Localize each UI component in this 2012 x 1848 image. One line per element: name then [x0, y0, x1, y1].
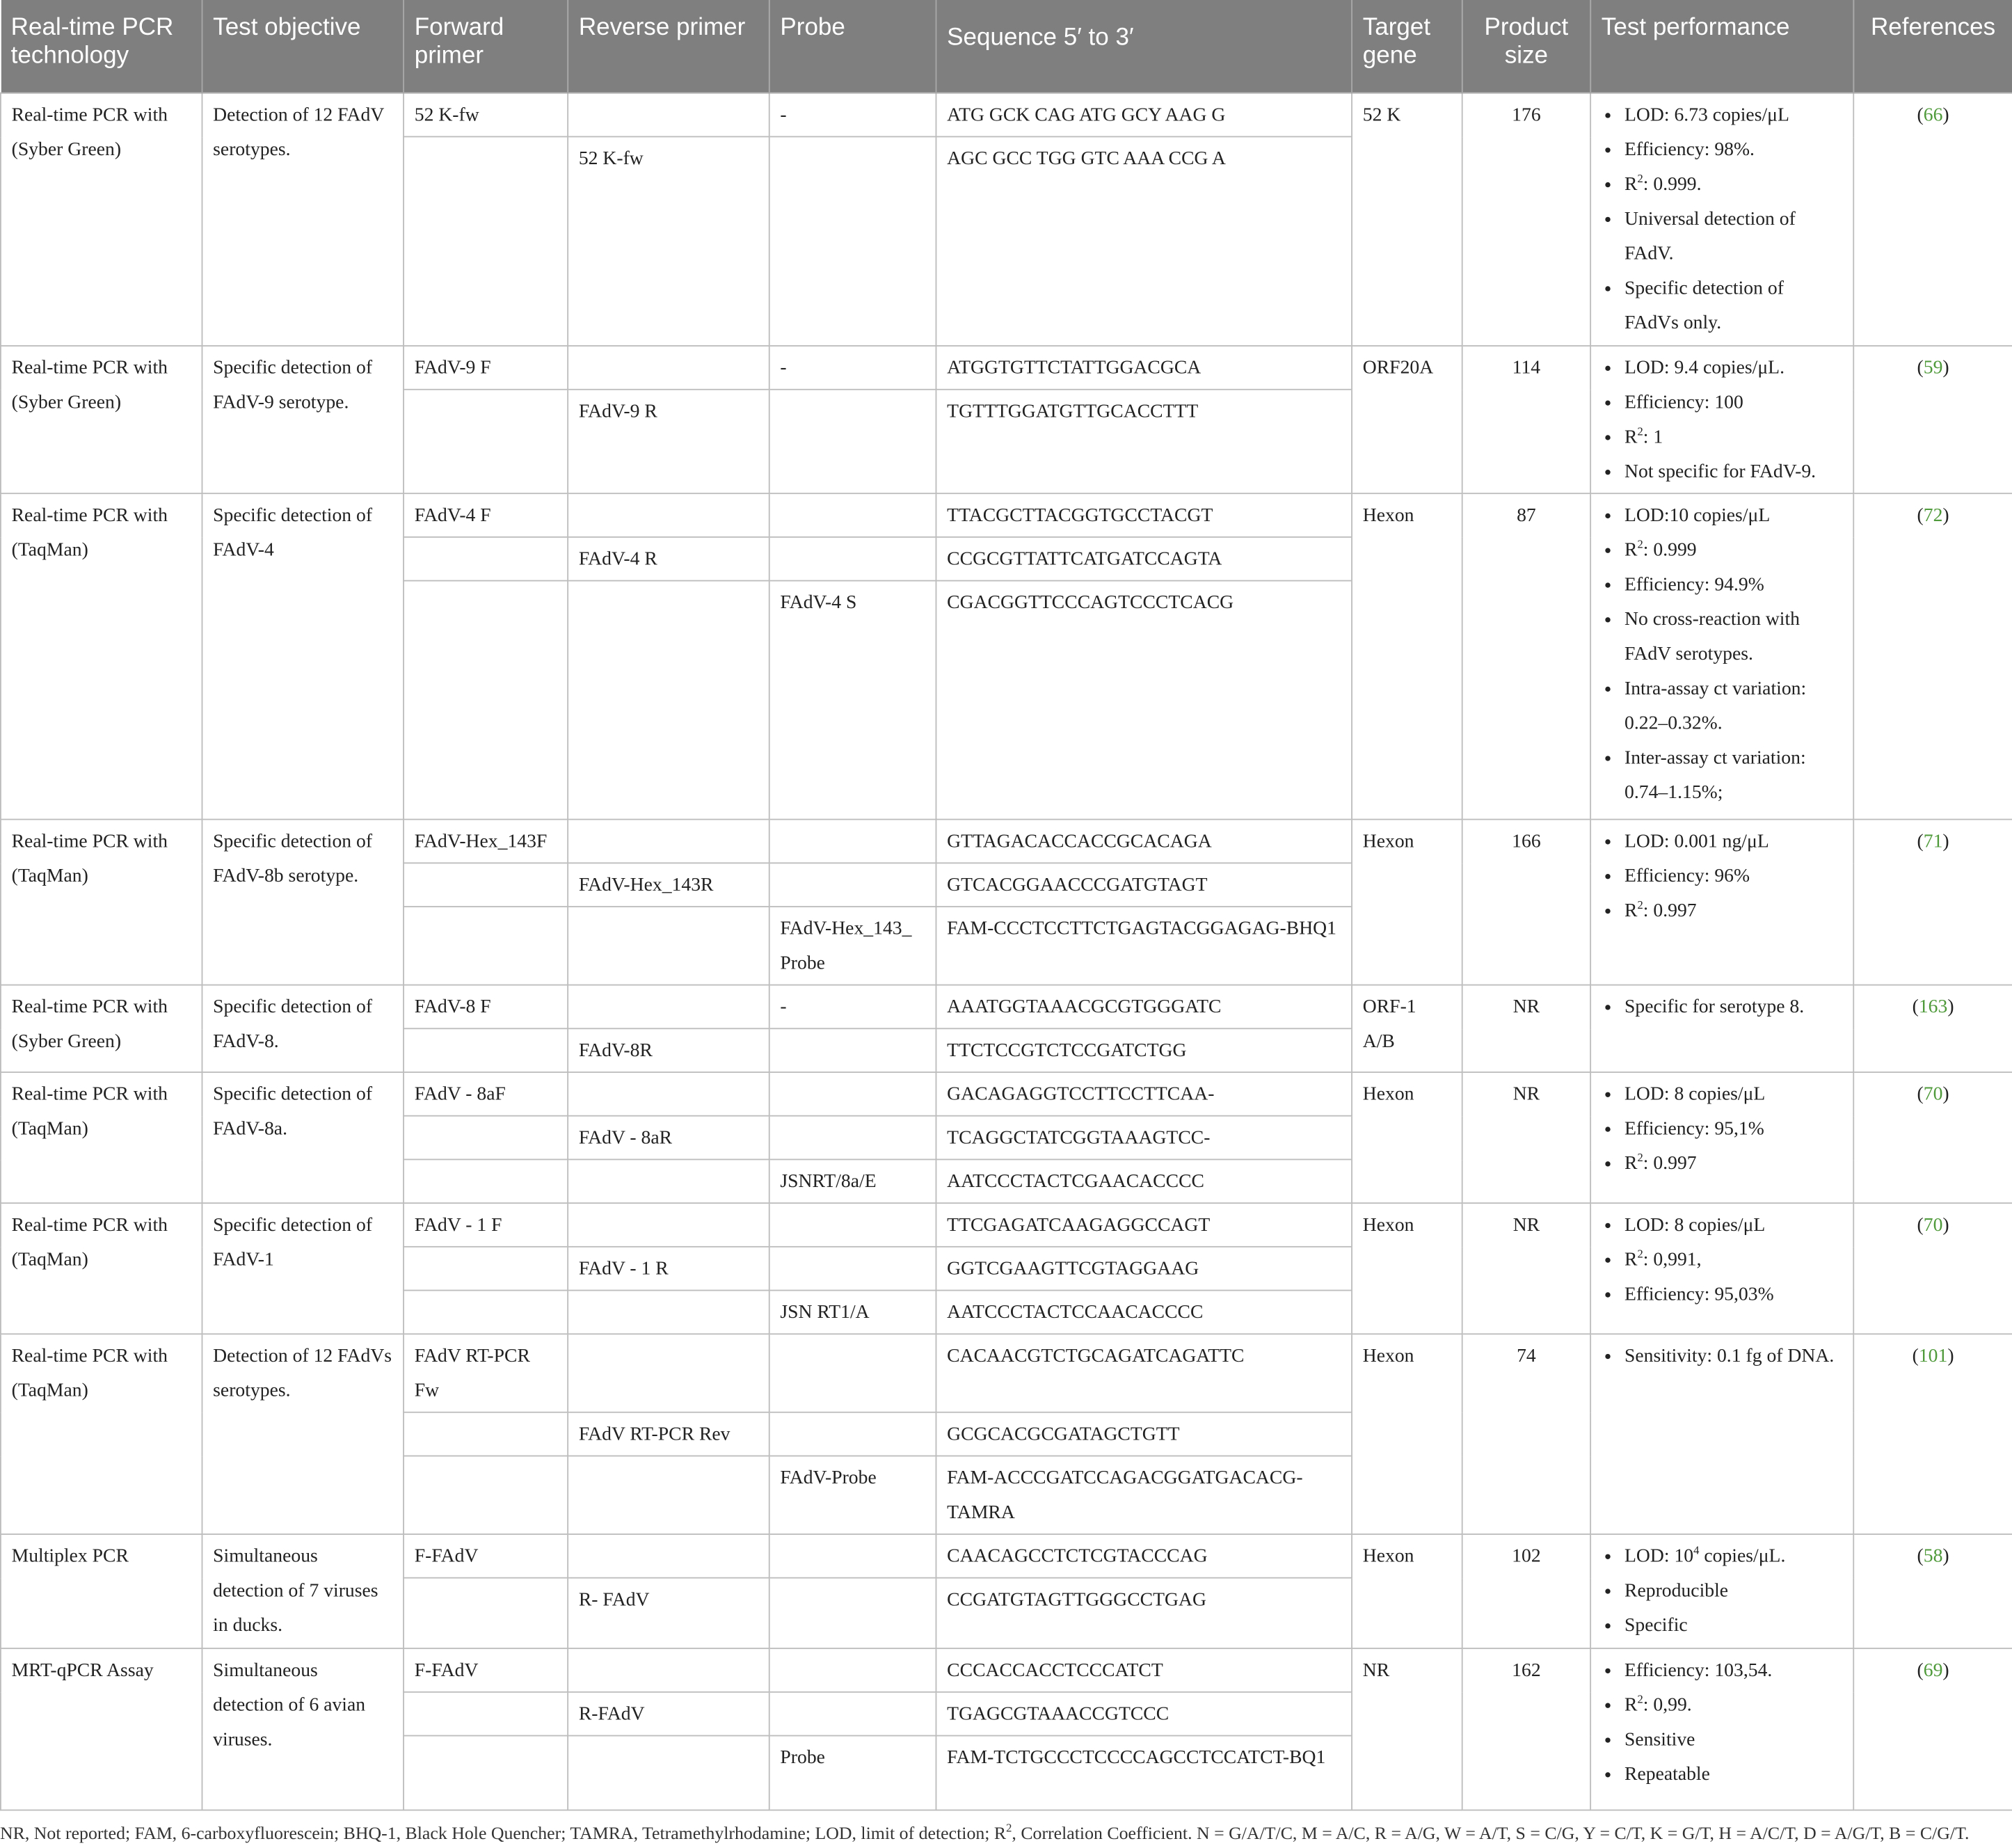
product-size-cell: 166 — [1462, 820, 1590, 985]
reference-cell — [1853, 1648, 2012, 1810]
performance-item: • Not specific for FAdV-9. — [1624, 456, 1843, 491]
reference-link[interactable]: 70 — [1923, 1215, 1943, 1236]
sequence-cell: FAM-CCCTCCTTCTGAGTACGGAGAG-BHQ1 — [936, 907, 1352, 985]
forward-primer-cell — [404, 1412, 568, 1456]
paren-close: ) — [1942, 358, 1949, 379]
performance-item: • Intra-assay ct variation: 0.22–0.32%. — [1624, 672, 1843, 742]
probe-cell — [769, 1072, 936, 1116]
product-size-cell: 114 — [1462, 346, 1590, 493]
performance-item: • Efficiency: 96% — [1624, 860, 1843, 895]
paren-close: ) — [1942, 1215, 1949, 1236]
sequence-cell: TCAGGCTATCGGTAAAGTCC- — [936, 1116, 1352, 1160]
technology-cell: Real-time PCR with (Syber Green) — [1, 985, 202, 1072]
performance-item: • $R^2$: 0.999 — [1624, 534, 1843, 568]
probe-cell — [769, 820, 936, 863]
test-performance-cell — [1590, 1203, 1853, 1334]
performance-item: • $R^2$: 0.997 — [1624, 1147, 1843, 1182]
test-performance-cell — [1590, 820, 1853, 985]
product-size-cell: NR — [1462, 1072, 1590, 1203]
forward-primer-cell: F-FAdV — [404, 1534, 568, 1578]
col-header-reverse-primer: Reverse primer — [568, 0, 769, 93]
reverse-primer-cell — [568, 493, 769, 537]
paren-open: ( — [1912, 997, 1919, 1018]
reverse-primer-cell — [568, 907, 769, 985]
probe-cell — [769, 1412, 936, 1456]
sequence-cell: CGACGGTTCCCAGTCCCTCACG — [936, 581, 1352, 820]
forward-primer-cell — [404, 1578, 568, 1648]
sequence-cell: TTCTCCGTCTCCGATCTGG — [936, 1028, 1352, 1072]
reference-link[interactable]: 101 — [1918, 1346, 1948, 1367]
sequence-cell: CCCACCACCTCCCATCT — [936, 1648, 1352, 1692]
reference-link[interactable]: 70 — [1923, 1084, 1943, 1106]
table-row — [1, 1203, 2012, 1247]
reverse-primer-cell: FAdV-Hex_143R — [568, 863, 769, 907]
probe-cell — [769, 136, 936, 346]
paren-open: ( — [1917, 1546, 1924, 1568]
sequence-cell: AGC GCC TGG GTC AAA CCG A — [936, 136, 1352, 346]
probe-cell — [769, 537, 936, 581]
forward-primer-cell — [404, 1159, 568, 1203]
col-header-forward-primer: Forward primer — [404, 0, 568, 93]
sequence-cell: AATCCCTACTCCAACACCCC — [936, 1291, 1352, 1335]
reverse-primer-cell — [568, 581, 769, 820]
col-header-sequence: Sequence 5′ to 3′ — [936, 0, 1352, 93]
table-row — [1, 820, 2012, 863]
product-size-cell: 74 — [1462, 1334, 1590, 1534]
table-row — [1, 493, 2012, 537]
forward-primer-cell — [404, 863, 568, 907]
product-size-cell: NR — [1462, 1203, 1590, 1334]
reference-cell — [1853, 985, 2012, 1072]
reverse-primer-cell — [568, 820, 769, 863]
reverse-primer-cell: FAdV-9 R — [568, 390, 769, 493]
reverse-primer-cell — [568, 93, 769, 137]
reverse-primer-cell: FAdV RT-PCR Rev — [568, 1412, 769, 1456]
reference-link[interactable]: 72 — [1923, 505, 1943, 527]
performance-list — [1602, 1340, 1843, 1375]
col-header-target-gene: Target gene — [1352, 0, 1462, 93]
paren-close: ) — [1942, 1084, 1949, 1106]
sequence-cell: FAM-TCTGCCCTCCCCAGCCTCCATCT-BQ1 — [936, 1736, 1352, 1810]
probe-cell — [769, 390, 936, 493]
performance-item: • LOD: 9.4 copies/μL. — [1624, 351, 1843, 386]
sequence-cell: TTCGAGATCAAGAGGCCAGT — [936, 1203, 1352, 1247]
paren-open: ( — [1917, 1660, 1924, 1682]
col-header-technology: Real-time PCR technology — [1, 0, 202, 93]
sequence-cell: TTACGCTTACGGTGCCTACGT — [936, 493, 1352, 537]
performance-list — [1602, 1654, 1843, 1792]
performance-item: • Efficiency: 103,54. — [1624, 1654, 1843, 1689]
sequence-cell: FAM-ACCCGATCCAGACGGATGACACG-TAMRA — [936, 1456, 1352, 1534]
paren-open: ( — [1917, 505, 1924, 527]
reverse-primer-cell — [568, 1534, 769, 1578]
reference-link[interactable]: 66 — [1923, 105, 1943, 126]
performance-item: • Specific for serotype 8. — [1624, 991, 1843, 1026]
test-performance-cell — [1590, 93, 1853, 346]
performance-item: • LOD:10 copies/μL — [1624, 499, 1843, 534]
reference-link[interactable]: 163 — [1918, 997, 1948, 1018]
probe-cell — [769, 1334, 936, 1412]
performance-list — [1602, 499, 1843, 811]
sequence-cell: CACAACGTCTGCAGATCAGATTC — [936, 1334, 1352, 1412]
performance-item: • LOD: $10^4$ copies/μL. — [1624, 1540, 1843, 1575]
probe-cell — [769, 1203, 936, 1247]
technology-cell: Real-time PCR with (Syber Green) — [1, 346, 202, 493]
performance-item: • Efficiency: 95,1% — [1624, 1113, 1843, 1147]
forward-primer-cell: 52 K-fw — [404, 93, 568, 137]
paren-close: ) — [1942, 831, 1949, 852]
forward-primer-cell — [404, 1028, 568, 1072]
col-header-probe: Probe — [769, 0, 936, 93]
forward-primer-cell: FAdV-8 F — [404, 985, 568, 1029]
reverse-primer-cell: FAdV-4 R — [568, 537, 769, 581]
table-row — [1, 1072, 2012, 1116]
reverse-primer-cell: R- FAdV — [568, 1578, 769, 1648]
reference-cell — [1853, 1534, 2012, 1648]
paren-close: ) — [1947, 997, 1954, 1018]
test-performance-cell — [1590, 493, 1853, 819]
paren-open: ( — [1917, 358, 1924, 379]
performance-item: • LOD: 8 copies/μL — [1624, 1209, 1843, 1243]
reverse-primer-cell — [568, 346, 769, 390]
table-row — [1, 1648, 2012, 1692]
reverse-primer-cell: FAdV - 8aR — [568, 1116, 769, 1160]
reverse-primer-cell: R-FAdV — [568, 1692, 769, 1736]
performance-item: • Sensitivity: 0.1 fg of DNA. — [1624, 1340, 1843, 1375]
performance-item: • Efficiency: 95,03% — [1624, 1278, 1843, 1313]
sequence-cell: GCGCACGCGATAGCTGTT — [936, 1412, 1352, 1456]
probe-cell: JSNRT/8a/E — [769, 1159, 936, 1203]
forward-primer-cell — [404, 136, 568, 346]
table-row — [1, 93, 2012, 137]
objective-cell: Specific detection of FAdV-9 serotype. — [202, 346, 404, 493]
probe-cell — [769, 1116, 936, 1160]
forward-primer-cell — [404, 1116, 568, 1160]
technology-cell: Real-time PCR with (TaqMan) — [1, 493, 202, 819]
probe-cell — [769, 1247, 936, 1291]
technology-cell: Real-time PCR with (TaqMan) — [1, 1072, 202, 1203]
paren-open: ( — [1917, 1215, 1924, 1236]
reverse-primer-cell — [568, 1648, 769, 1692]
performance-list — [1602, 351, 1843, 490]
performance-item: • Specific detection of FAdVs only. — [1624, 272, 1843, 342]
objective-cell: Specific detection of FAdV-8b serotype. — [202, 820, 404, 985]
target-gene-cell: Hexon — [1352, 1203, 1462, 1334]
target-gene-cell: 52 K — [1352, 93, 1462, 346]
product-size-cell: 176 — [1462, 93, 1590, 346]
probe-cell: FAdV-4 S — [769, 581, 936, 820]
reverse-primer-cell — [568, 1159, 769, 1203]
target-gene-cell: Hexon — [1352, 1534, 1462, 1648]
performance-item: • No cross-reaction with FAdV serotypes. — [1624, 603, 1843, 673]
reverse-primer-cell: FAdV-8R — [568, 1028, 769, 1072]
probe-cell — [769, 863, 936, 907]
product-size-cell: NR — [1462, 985, 1590, 1072]
footnote: NR, Not reported; FAM, 6-carboxyfluorescein; BHQ-1, Black Hole Quencher; TAMRA, Tetramethylrhodamine; LOD, limit of detection; $R^2$, Correlation Coefficient. N = G/A/T/C, M = A/C, R = A/G, W = A/T, S = C/G, Y = C/T, K = G/T, H = A/C/T, D = A/G/T, B = C/G/T. — [0, 1821, 1970, 1845]
objective-cell: Specific detection of FAdV-8. — [202, 985, 404, 1072]
reference-cell — [1853, 493, 2012, 819]
technology-cell: Real-time PCR with (TaqMan) — [1, 1334, 202, 1534]
sequence-cell: TGTTTGGATGTTGCACCTTT — [936, 390, 1352, 493]
reverse-primer-cell: FAdV - 1 R — [568, 1247, 769, 1291]
forward-primer-cell: FAdV - 8aF — [404, 1072, 568, 1116]
reference-cell — [1853, 1334, 2012, 1534]
paren-close: ) — [1942, 1660, 1949, 1682]
probe-cell — [769, 1648, 936, 1692]
probe-cell — [769, 1028, 936, 1072]
col-header-test-performance: Test performance — [1590, 0, 1853, 93]
paren-open: ( — [1917, 831, 1924, 852]
product-size-cell: 162 — [1462, 1648, 1590, 1810]
forward-primer-cell: FAdV-Hex_143F — [404, 820, 568, 863]
performance-item: • $R^2$: 0.999. — [1624, 168, 1843, 203]
performance-item: • $R^2$: 0,99. — [1624, 1689, 1843, 1723]
product-size-cell: 102 — [1462, 1534, 1590, 1648]
performance-item: • Specific — [1624, 1609, 1843, 1644]
table-row — [1, 346, 2012, 390]
sequence-cell: AAATGGTAAACGCGTGGGATC — [936, 985, 1352, 1029]
reference-link[interactable]: 58 — [1923, 1546, 1943, 1568]
table-row — [1, 985, 2012, 1029]
reverse-primer-cell — [568, 1291, 769, 1335]
performance-item: • $R^2$: 0,991, — [1624, 1243, 1843, 1278]
forward-primer-cell: FAdV-4 F — [404, 493, 568, 537]
header-row — [1, 0, 2012, 93]
table-row — [1, 1334, 2012, 1412]
probe-cell: FAdV-Hex_143_ Probe — [769, 907, 936, 985]
objective-cell: Specific detection of FAdV-8a. — [202, 1072, 404, 1203]
reverse-primer-cell — [568, 1334, 769, 1412]
forward-primer-cell: FAdV - 1 F — [404, 1203, 568, 1247]
probe-cell: JSN RT1/A — [769, 1291, 936, 1335]
performance-item: • Repeatable — [1624, 1758, 1843, 1793]
performance-item: • $R^2$: 0.997 — [1624, 895, 1843, 930]
performance-list — [1602, 991, 1843, 1026]
test-performance-cell — [1590, 1334, 1853, 1534]
sequence-cell: CCGATGTAGTTGGGCCTGAG — [936, 1578, 1352, 1648]
paren-open: ( — [1917, 105, 1924, 126]
objective-cell: Specific detection of FAdV-1 — [202, 1203, 404, 1334]
performance-item: • Efficiency: 94.9% — [1624, 568, 1843, 603]
table-row — [1, 1534, 2012, 1578]
probe-cell — [769, 493, 936, 537]
reference-cell — [1853, 1203, 2012, 1334]
forward-primer-cell — [404, 907, 568, 985]
reference-cell — [1853, 93, 2012, 346]
reverse-primer-cell — [568, 1456, 769, 1534]
paren-open: ( — [1912, 1346, 1919, 1367]
technology-cell: Real-time PCR with (TaqMan) — [1, 820, 202, 985]
col-header-references: References — [1853, 0, 2012, 93]
objective-cell: Detection of 12 FAdV serotypes. — [202, 93, 404, 346]
performance-list — [1602, 1209, 1843, 1312]
forward-primer-cell — [404, 1736, 568, 1810]
test-performance-cell — [1590, 1072, 1853, 1203]
target-gene-cell: Hexon — [1352, 1072, 1462, 1203]
test-performance-cell — [1590, 985, 1853, 1072]
performance-list — [1602, 99, 1843, 342]
sequence-cell: GTTAGACACCACCGCACAGA — [936, 820, 1352, 863]
probe-cell — [769, 1692, 936, 1736]
target-gene-cell: Hexon — [1352, 493, 1462, 819]
paren-open: ( — [1917, 1084, 1924, 1106]
probe-cell: FAdV-Probe — [769, 1456, 936, 1534]
test-performance-cell — [1590, 1534, 1853, 1648]
sequence-cell: CCGCGTTATTCATGATCCAGTA — [936, 537, 1352, 581]
reference-cell — [1853, 1072, 2012, 1203]
reverse-primer-cell — [568, 1072, 769, 1116]
forward-primer-cell — [404, 390, 568, 493]
forward-primer-cell — [404, 1692, 568, 1736]
objective-cell: Simultaneous detection of 7 viruses in ducks. — [202, 1534, 404, 1648]
target-gene-cell: NR — [1352, 1648, 1462, 1810]
target-gene-cell: Hexon — [1352, 1334, 1462, 1534]
forward-primer-cell — [404, 1291, 568, 1335]
performance-list — [1602, 1540, 1843, 1643]
technology-cell: Real-time PCR with (Syber Green) — [1, 93, 202, 346]
reference-link[interactable]: 59 — [1923, 358, 1943, 379]
reference-cell — [1853, 346, 2012, 493]
objective-cell: Detection of 12 FAdVs serotypes. — [202, 1334, 404, 1534]
probe-cell: - — [769, 346, 936, 390]
probe-cell — [769, 1578, 936, 1648]
performance-item: • Sensitive — [1624, 1723, 1843, 1758]
sequence-cell: CAACAGCCTCTCGTACCCAG — [936, 1534, 1352, 1578]
paren-close: ) — [1942, 1546, 1949, 1568]
forward-primer-cell: FAdV-9 F — [404, 346, 568, 390]
performance-item: • Efficiency: 100 — [1624, 386, 1843, 421]
reference-link[interactable]: 69 — [1923, 1660, 1943, 1682]
reference-link[interactable]: 71 — [1923, 831, 1943, 852]
sequence-cell: AATCCCTACTCGAACACCCC — [936, 1159, 1352, 1203]
performance-item: • LOD: 0.001 ng/μL — [1624, 825, 1843, 860]
performance-item: • Universal detection of FAdV. — [1624, 202, 1843, 272]
paren-close: ) — [1942, 505, 1949, 527]
technology-cell: Multiplex PCR — [1, 1534, 202, 1648]
sequence-cell: TGAGCGTAAACCGTCCC — [936, 1692, 1352, 1736]
performance-item: • LOD: 8 copies/μL — [1624, 1078, 1843, 1113]
forward-primer-cell: FAdV RT-PCR Fw — [404, 1334, 568, 1412]
performance-item: • $R^2$: 1 — [1624, 421, 1843, 456]
target-gene-cell: Hexon — [1352, 820, 1462, 985]
performance-item: • Inter-assay ct variation: 0.74–1.15%; — [1624, 742, 1843, 811]
sequence-cell: ATG GCK CAG ATG GCY AAG G — [936, 93, 1352, 137]
forward-primer-cell — [404, 581, 568, 820]
reference-cell — [1853, 820, 2012, 985]
col-header-product-size: Product size — [1462, 0, 1590, 93]
sequence-cell: GGTCGAAGTTCGTAGGAAG — [936, 1247, 1352, 1291]
col-header-objective: Test objective — [202, 0, 404, 93]
sequence-cell: GTCACGGAACCCGATGTAGT — [936, 863, 1352, 907]
test-performance-cell — [1590, 346, 1853, 493]
reverse-primer-cell — [568, 1203, 769, 1247]
probe-cell: - — [769, 985, 936, 1029]
technology-cell: MRT-qPCR Assay — [1, 1648, 202, 1810]
performance-list — [1602, 825, 1843, 929]
forward-primer-cell: F-FAdV — [404, 1648, 568, 1692]
paren-close: ) — [1942, 105, 1949, 126]
table-body — [1, 93, 2012, 1810]
objective-cell: Specific detection of FAdV-4 — [202, 493, 404, 819]
probe-cell: - — [769, 93, 936, 137]
forward-primer-cell — [404, 1247, 568, 1291]
probe-cell: Probe — [769, 1736, 936, 1810]
sequence-cell: ATGGTGTTCTATTGGACGCA — [936, 346, 1352, 390]
product-size-cell: 87 — [1462, 493, 1590, 819]
performance-item: • Efficiency: 98%. — [1624, 134, 1843, 168]
reverse-primer-cell: 52 K-fw — [568, 136, 769, 346]
objective-cell: Simultaneous detection of 6 avian viruses. — [202, 1648, 404, 1810]
reverse-primer-cell — [568, 1736, 769, 1810]
performance-item: • Reproducible — [1624, 1575, 1843, 1609]
technology-cell: Real-time PCR with (TaqMan) — [1, 1203, 202, 1334]
target-gene-cell: ORF-1 A/B — [1352, 985, 1462, 1072]
sequence-cell: GACAGAGGTCCTTCCTTCAA- — [936, 1072, 1352, 1116]
performance-item: • LOD: 6.73 copies/μL — [1624, 99, 1843, 134]
probe-cell — [769, 1534, 936, 1578]
performance-list — [1602, 1078, 1843, 1181]
reverse-primer-cell — [568, 985, 769, 1029]
test-performance-cell — [1590, 1648, 1853, 1810]
paren-close: ) — [1947, 1346, 1954, 1367]
forward-primer-cell — [404, 1456, 568, 1534]
forward-primer-cell — [404, 537, 568, 581]
target-gene-cell: ORF20A — [1352, 346, 1462, 493]
